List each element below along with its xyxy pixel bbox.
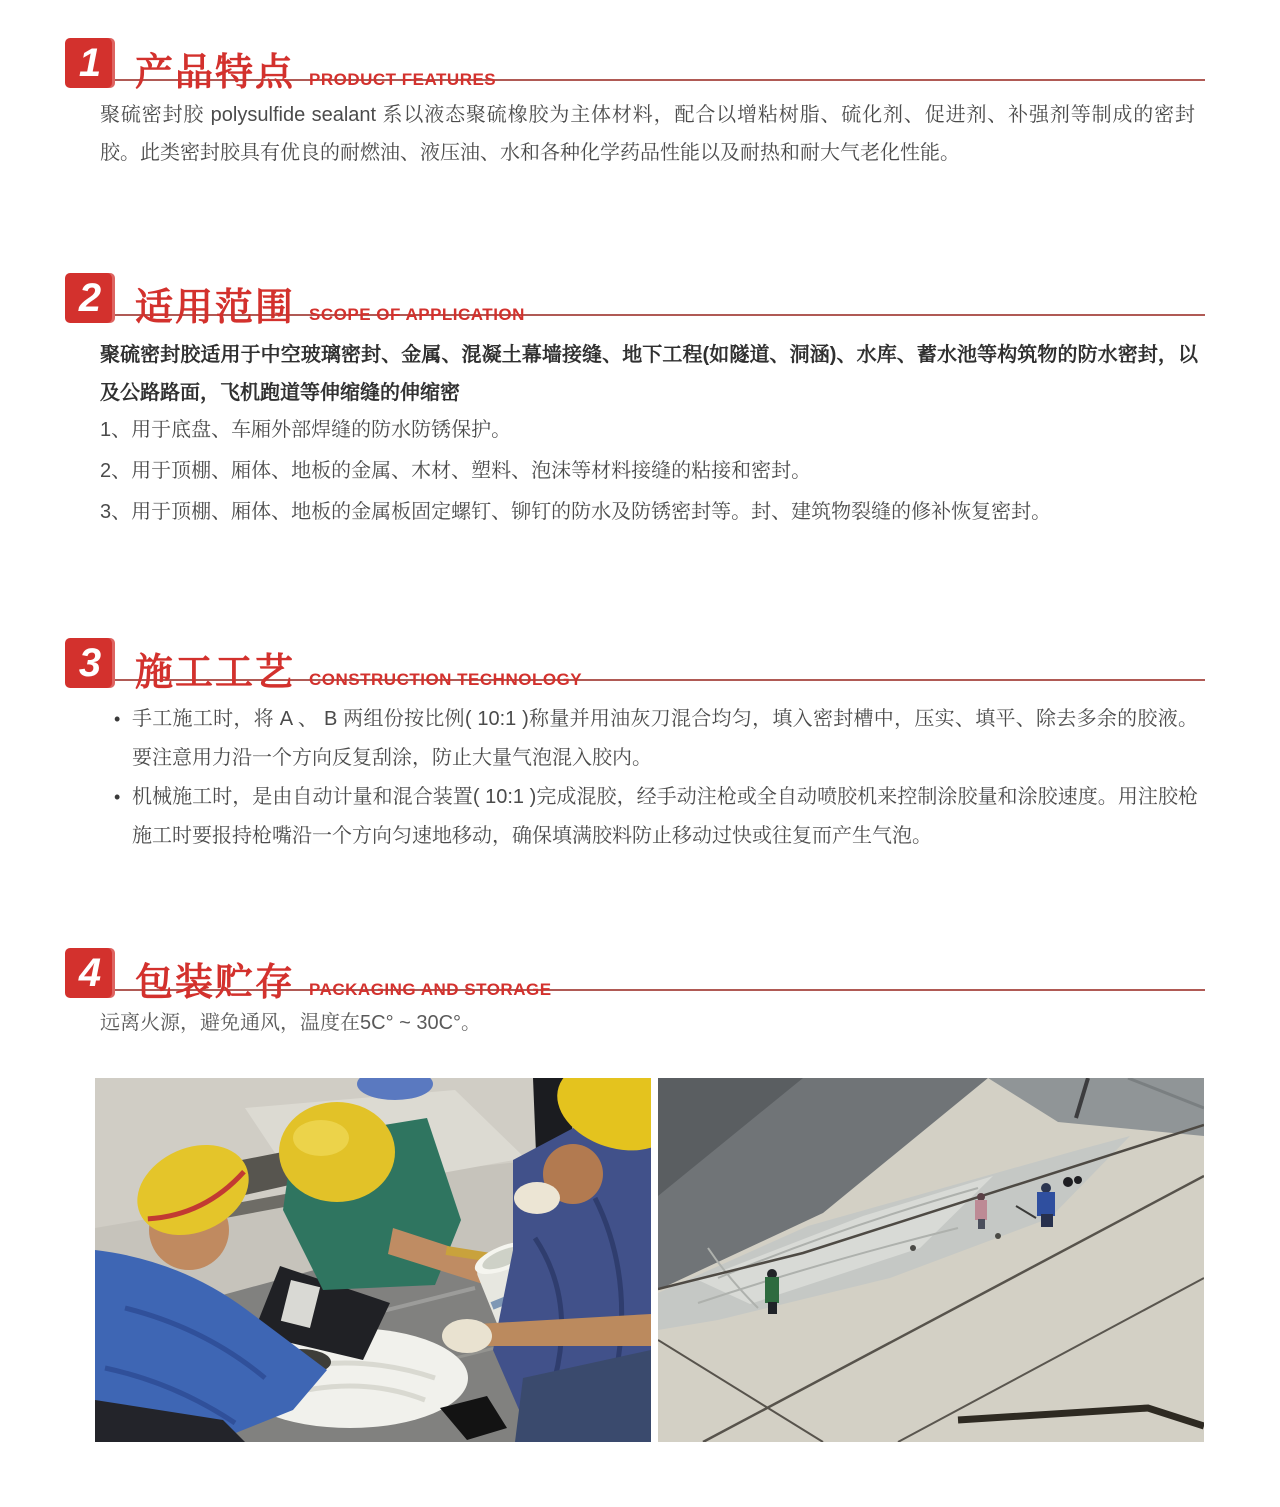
section-number-badge: 2: [65, 273, 115, 323]
product-features-paragraph: 聚硫密封胶 polysulfide sealant 系以液态聚硫橡胶为主体材料，配合以增粘树脂、硫化剂、促进剂、补强剂等制成的密封胶。此类密封胶具有优良的耐燃油、液压油、水和各种化学药品性能以及耐热和耐大气老化性能。: [100, 104, 1195, 164]
section-header-product-features: [65, 38, 1205, 94]
list-item: 3、用于顶棚、厢体、地板的金属板固定螺钉、铆钉的防水及防锈密封等。封、建筑物裂缝的修补恢复密封。: [100, 501, 1052, 523]
workers-applying-sealant-photo: [95, 1078, 651, 1442]
photo-strip: [95, 1078, 1204, 1442]
section-number-badge: 4: [65, 948, 115, 998]
section-title-en: PRODUCT FEATURES: [309, 70, 497, 89]
section-number-badge: 1: [65, 38, 115, 88]
bullet-item: • 机械施工时，是由自动计量和混合装置( 10:1 )完成混胶，经手动注枪或全自动喷胶机来控制涂胶量和涂胶速度。用注胶枪施工时要报持枪嘴沿一个方向匀速地移动，确保填满胶料防止移动过快或往复而产生气泡。: [132, 778, 1198, 856]
section-title-cn: 适用范围: [135, 287, 296, 329]
section-header-packaging: [65, 948, 1205, 1004]
dam-slope-joints-photo: [658, 1078, 1204, 1442]
storage-note: 远离火源，避免通风，温度在5C° ~ 30C°。: [100, 1012, 482, 1034]
scope-lead-paragraph: 聚硫密封胶适用于中空玻璃密封、金属、混凝土幕墙接缝、地下工程(如隧道、洞涵)、水库、蓄水池等构筑物的防水密封，以及公路路面，飞机跑道等伸缩缝的伸缩密: [100, 344, 1198, 404]
section-header-construction: [65, 638, 1205, 694]
section-title-en: SCOPE OF APPLICATION: [309, 305, 525, 324]
scope-application-list: [100, 416, 1195, 539]
section-title-cn: 施工工艺: [135, 652, 296, 694]
section-title-cn: 产品特点: [135, 52, 296, 94]
section-title-en: PACKAGING AND STORAGE: [309, 980, 552, 999]
list-item: 2、用于顶棚、厢体、地板的金属、木材、塑料、泡沫等材料接缝的粘接和密封。: [100, 460, 812, 482]
section-number-badge: 3: [65, 638, 115, 688]
section-title-en: CONSTRUCTION TECHNOLOGY: [309, 670, 583, 689]
section-header-scope: [65, 273, 1205, 329]
section-title-cn: 包装贮存: [135, 962, 296, 1004]
bullet-item: • 手工施工时，将 A 、 B 两组份按比例( 10:1 )称量并用油灰刀混合均匀，填入密封槽中，压实、填平、除去多余的胶液。要注意用力沿一个方向反复刮涂，防止大量气泡混入胶内。: [132, 700, 1198, 778]
list-item: 1、用于底盘、车厢外部焊缝的防水防锈保护。: [100, 419, 512, 441]
construction-steps-list: [132, 700, 1198, 856]
